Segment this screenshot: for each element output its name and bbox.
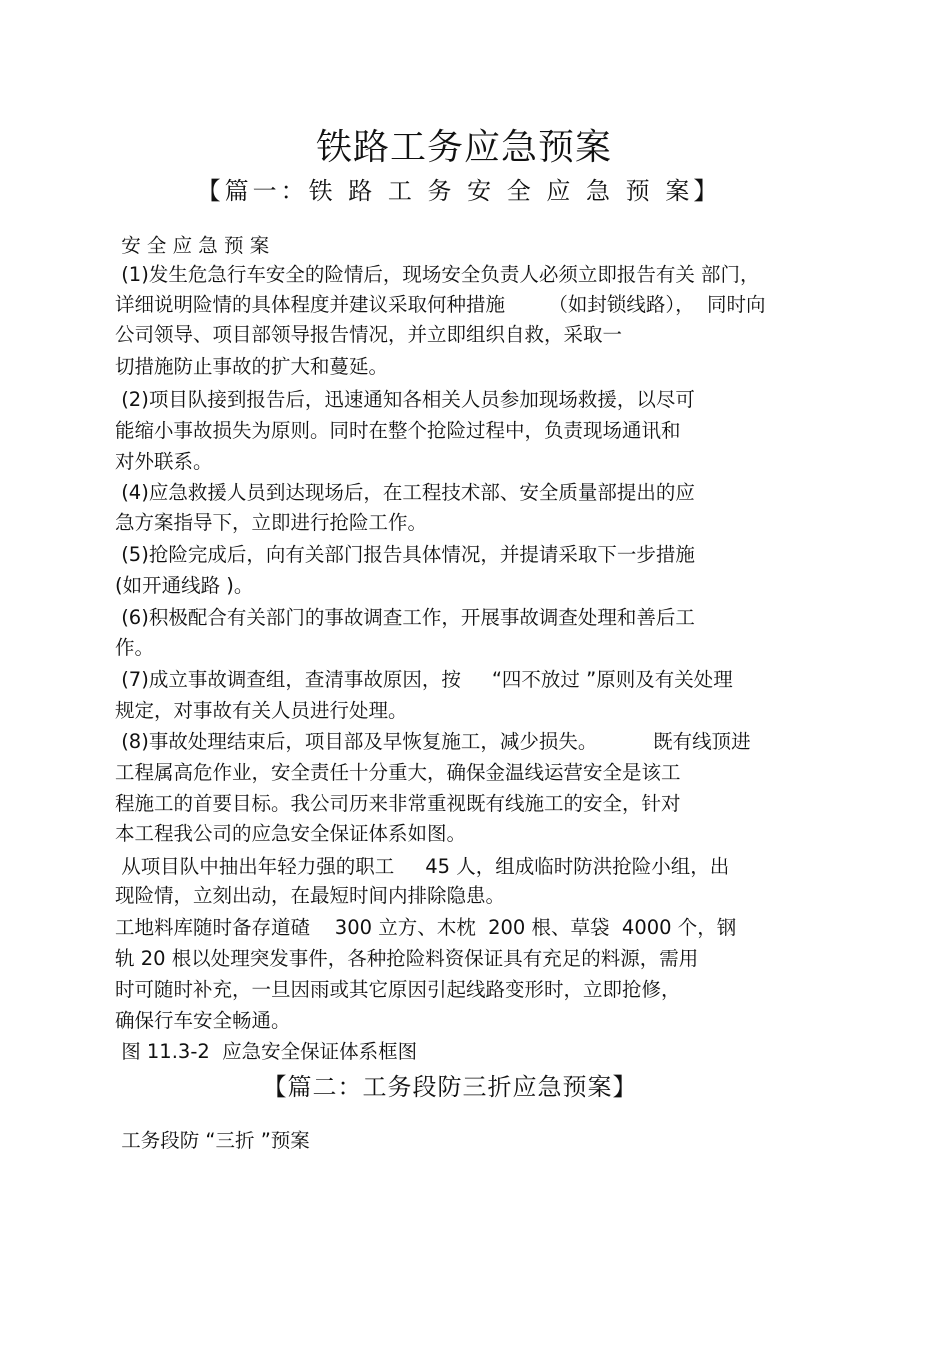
paragraph-line: (8)事故处理结束后，项目部及早恢复施工，减少损失。 既有线顶进 — [115, 730, 751, 753]
figure-caption: 图 11.3-2 应急安全保证体系框图 — [115, 1040, 418, 1063]
paragraph-line: (1)发生危急行车安全的险情后，现场安全负责人必须立即报告有关 部门， — [115, 263, 760, 286]
paragraph-line: 现险情，立刻出动，在最短时间内排除隐患。 — [115, 884, 506, 907]
section-2-intro: 工务段防 “三折 ”预案 — [115, 1129, 310, 1152]
paragraph-line: 程施工的首要目标。我公司历来非常重视既有线施工的安全，针对 — [115, 792, 681, 815]
paragraph-line: 详细说明险情的具体程度并建议采取何种措施 （如封锁线路）， 同时向 — [115, 293, 766, 316]
paragraph-line: 切措施防止事故的扩大和蔓延。 — [115, 355, 389, 378]
paragraph-line: (5)抢险完成后，向有关部门报告具体情况，并提请采取下一步措施 — [115, 543, 695, 566]
paragraph-line: (2)项目队接到报告后，迅速通知各相关人员参加现场救援，以尽可 — [115, 388, 695, 411]
page-title: 铁路工务应急预案 — [315, 127, 612, 168]
paragraph-line: 时可随时补充，一旦因雨或其它原因引起线路变形时，立即抢修， — [115, 978, 681, 1001]
paragraph-line: 确保行车安全畅通。 — [115, 1009, 291, 1032]
paragraph-line: 急方案指导下，立即进行抢险工作。 — [115, 511, 428, 534]
section-1-heading: 【篇一：铁 路 工 务 安 全 应 急 预 案】 — [196, 177, 722, 205]
paragraph-line: 轨 20 根以处理突发事件，各种抢险料资保证具有充足的料源，需用 — [115, 947, 699, 970]
paragraph-line: 安 全 应 急 预 案 — [115, 234, 270, 257]
paragraph-line: 规定，对事故有关人员进行处理。 — [115, 699, 408, 722]
paragraph-line: 能缩小事故损失为原则。同时在整个抢险过程中，负责现场通讯和 — [115, 419, 681, 442]
paragraph-line: (如开通线路 )。 — [115, 574, 254, 597]
paragraph-line: 公司领导、项目部领导报告情况，并立即组织自救，采取一 — [115, 323, 623, 346]
paragraph-line: 工地料库随时备存道碴 300 立方、木枕 200 根、草袋 4000 个，钢 — [115, 916, 737, 939]
paragraph-line: (7)成立事故调查组，查清事故原因，按 “四不放过 ”原则及有关处理 — [115, 668, 733, 691]
section-2-heading: 【篇二：工务段防三折应急预案】 — [262, 1073, 638, 1101]
paragraph-line: 工程属高危作业，安全责任十分重大，确保金温线运营安全是该工 — [115, 761, 681, 784]
paragraph-line: 从项目队中抽出年轻力强的职工 45 人，组成临时防洪抢险小组，出 — [115, 855, 730, 878]
paragraph-line: 作。 — [115, 636, 155, 659]
paragraph-line: (4)应急救援人员到达现场后，在工程技术部、安全质量部提出的应 — [115, 481, 695, 504]
paragraph-line: 对外联系。 — [115, 450, 213, 473]
paragraph-line: 本工程我公司的应急安全保证体系如图。 — [115, 822, 467, 845]
paragraph-line: (6)积极配合有关部门的事故调查工作，开展事故调查处理和善后工 — [115, 606, 695, 629]
